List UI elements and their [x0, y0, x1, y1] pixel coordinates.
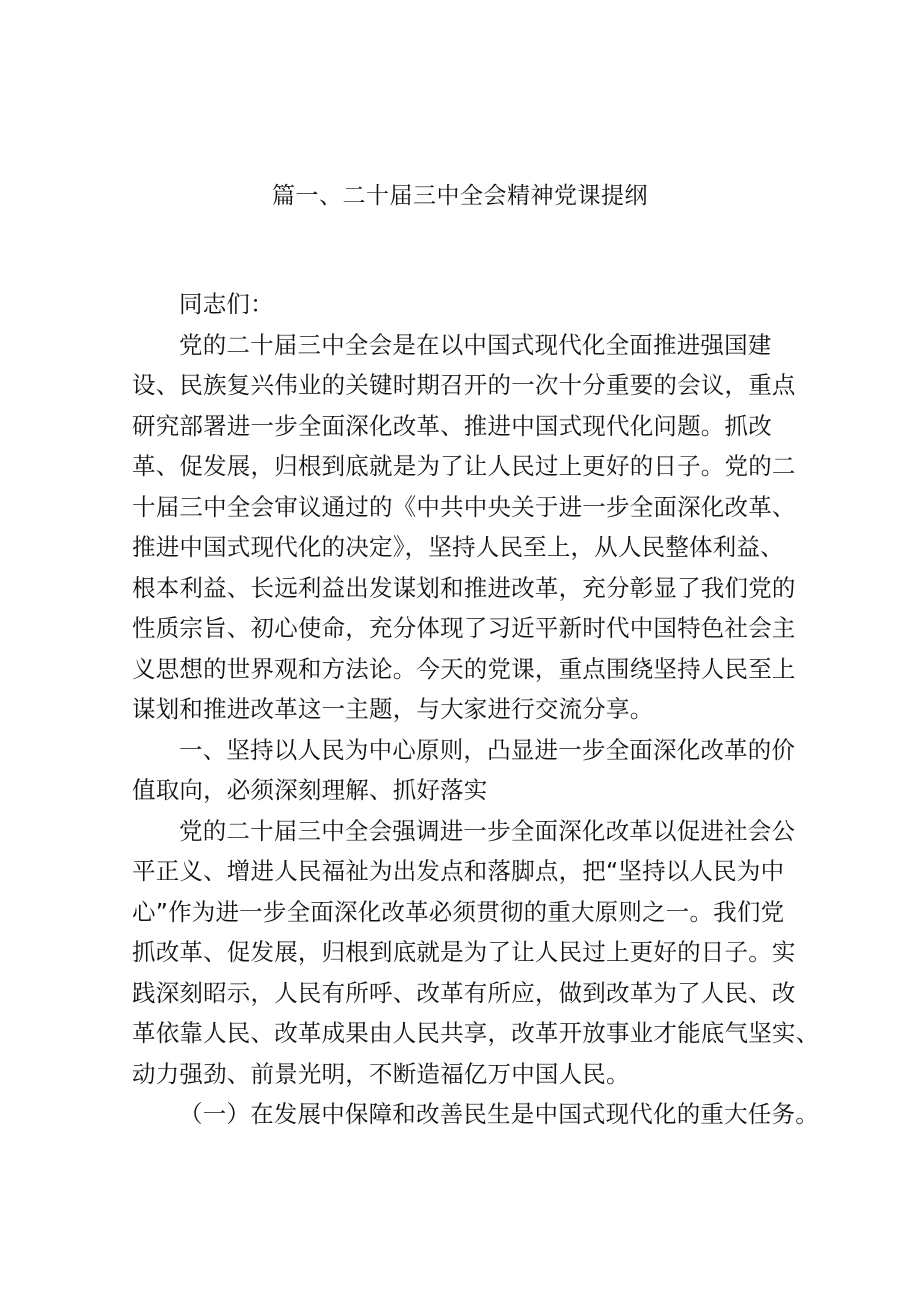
paragraph-line: 心”作为进一步全面深化改革必须贯彻的重大原则之一。我们党 — [132, 897, 785, 926]
paragraph-line: 革依靠人民、改革成果由人民共享，改革开放事业才能底气坚实、 — [132, 1019, 820, 1047]
paragraph-line: 十届三中全会审议通过的《中共中央关于进一步全面深化改革、 — [132, 492, 796, 521]
section-heading-line: 一、坚持以人民为中心原则，凸显进一步全面深化改革的价 — [179, 735, 796, 764]
paragraph-line: 动力强劲、前景光明，不断造福亿万中国人民。 — [132, 1059, 630, 1088]
salutation-line: 同志们： — [179, 290, 274, 318]
paragraph-line: 根本利益、长远利益出发谋划和推进改革，充分彰显了我们党的 — [132, 573, 796, 602]
paragraph-line: 革、促发展，归根到底就是为了让人民过上更好的日子。党的二 — [132, 452, 796, 480]
paragraph-line: 研究部署进一步全面深化改革、推进中国式现代化问题。抓改 — [132, 411, 772, 440]
paragraph-line: 义思想的世界观和方法论。今天的党课，重点围绕坚持人民至上 — [132, 654, 796, 683]
paragraph-line: 推进中国式现代化的决定》，坚持人民至上，从人民整体利益、 — [132, 533, 784, 561]
paragraph-line: 平正义、增进人民福祉为出发点和落脚点，把“坚持以人民为中 — [132, 857, 785, 885]
document-title: 篇一、二十届三中全会精神党课提纲 — [272, 183, 648, 209]
paragraph-line: 党的二十届三中全会是在以中国式现代化全面推进强国建 — [179, 330, 772, 359]
paragraph-line: 谋划和推进改革这一主题，与大家进行交流分享。 — [132, 695, 654, 723]
paragraph-line: 设、民族复兴伟业的关键时期召开的一次十分重要的会议，重点 — [132, 371, 796, 399]
paragraph-line: 践深刻昭示，人民有所呼、改革有所应，做到改革为了人民、改 — [132, 978, 796, 1007]
subsection-heading-line: （一）在发展中保障和改善民生是中国式现代化的重大任务。 — [179, 1100, 819, 1128]
paragraph-line: 性质宗旨、初心使命，充分体现了习近平新时代中国特色社会主 — [132, 614, 796, 642]
section-heading-line: 值取向，必须深刻理解、抓好落实 — [132, 776, 488, 804]
document-body — [132, 284, 820, 1135]
paragraph-line: 党的二十届三中全会强调进一步全面深化改革以促进社会公 — [179, 816, 796, 845]
paragraph-line: 抓改革、促发展，归根到底就是为了让人民过上更好的日子。实 — [132, 938, 796, 966]
